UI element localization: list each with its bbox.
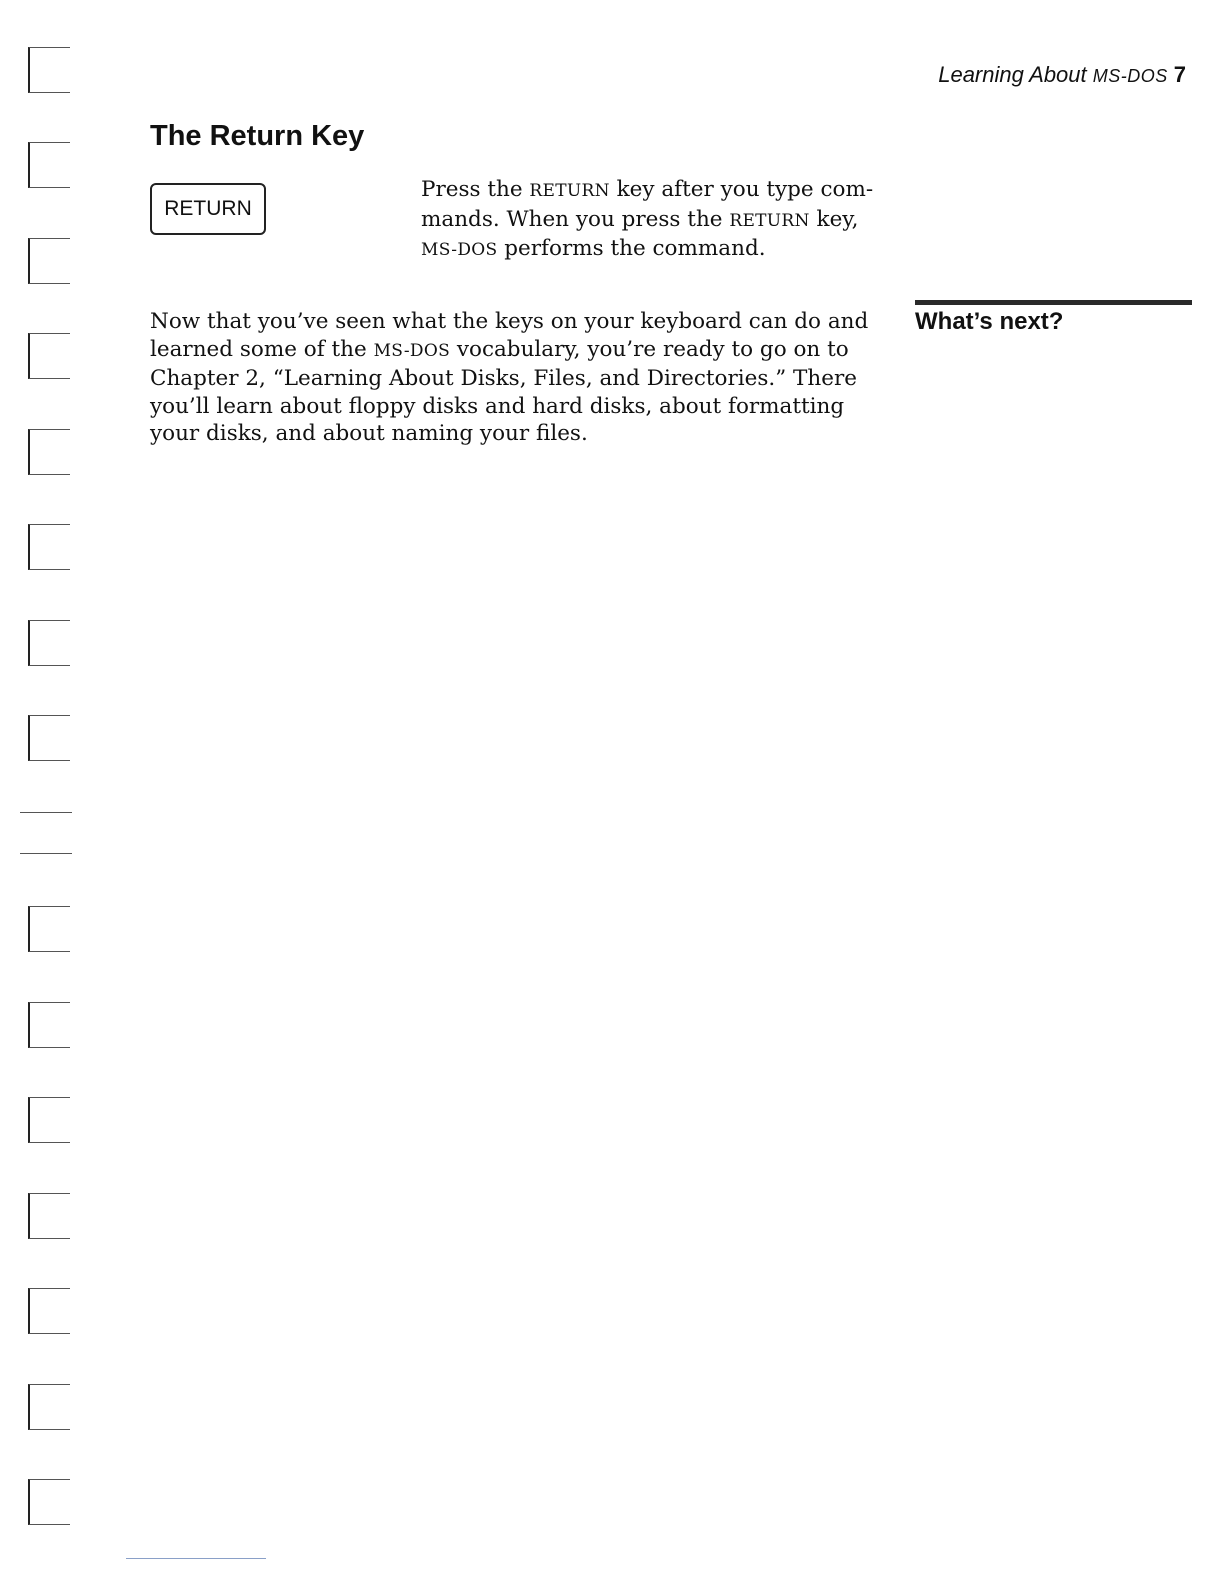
binding-bracket <box>28 1384 70 1430</box>
binding-bracket <box>28 1097 70 1143</box>
desc-text-2: key after you type com-mands. When you press the <box>421 177 874 232</box>
binding-bracket <box>28 1002 70 1048</box>
binding-bracket <box>28 142 70 188</box>
body-text-2: vocabulary, you’re ready to go on to Chapter 2, “Learning About Disks, Files, and Directories.” There you’ll learn about floppy disks and hard disks, about formatting your disks, and about naming your files. <box>150 336 857 446</box>
binding-bracket <box>28 429 70 475</box>
binding-bracket <box>28 524 70 570</box>
binding-mark <box>20 853 72 854</box>
sidebar-heading: What’s next? <box>915 308 1064 335</box>
desc-text-1: Press the <box>421 177 530 202</box>
return-key-description <box>421 176 881 265</box>
desc-text-4: performs the command. <box>497 236 766 261</box>
keycap-label: RETURN <box>164 197 252 220</box>
desc-key-2: RETURN <box>729 210 810 231</box>
binding-marks <box>0 0 90 1584</box>
body-paragraph <box>150 308 886 448</box>
sidebar-rule <box>915 300 1192 305</box>
binding-bracket <box>28 333 70 379</box>
binding-bracket <box>28 620 70 666</box>
binding-bracket <box>28 1193 70 1239</box>
desc-text-3: key, <box>809 206 859 232</box>
section-title: The Return Key <box>150 120 365 152</box>
running-head-os: MS-DOS <box>1092 66 1168 86</box>
binding-bracket <box>28 715 70 761</box>
binding-bracket <box>28 238 70 284</box>
desc-os: MS-DOS <box>421 240 498 260</box>
binding-mark <box>20 812 72 813</box>
binding-bracket <box>28 47 70 93</box>
binding-bracket <box>28 1479 70 1525</box>
desc-key-1: RETURN <box>529 181 610 201</box>
running-head-title: Learning About <box>938 62 1093 87</box>
page-number: 7 <box>1173 62 1186 87</box>
return-keycap <box>150 183 266 235</box>
binding-bracket <box>28 906 70 952</box>
running-head <box>938 62 1186 88</box>
body-text-1: Now that you’ve seen what the keys on your keyboard can do and learned some of the <box>150 309 869 362</box>
footer-rule <box>126 1558 266 1559</box>
binding-bracket <box>28 1288 70 1334</box>
body-os: MS-DOS <box>373 340 451 361</box>
